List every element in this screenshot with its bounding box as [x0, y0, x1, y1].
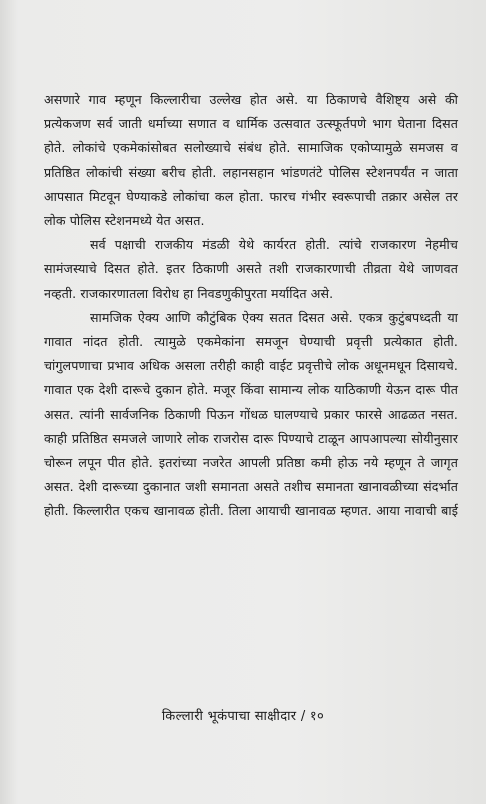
- body-text: [44, 88, 458, 524]
- page-footer: किल्लारी भूकंपाचा साक्षीदार / १०: [161, 709, 325, 724]
- paragraph-2: सर्व पक्षाची राजकीय मंडळी येथे कार्यरत होती. त्यांचे राजकारण नेहमीच सामंजस्याचे दिसत होते. इतर ठिकाणी असते तशी राजकारणाची तीव्रता येथे जाणवत नव्हती. राजकारणातला विरोध हा निवडणुकीपुरता मर्यादित असे.: [44, 237, 458, 301]
- paragraph-1: असणारे गाव म्हणून किल्लारीचा उल्लेख होत असे. या ठिकाणचे वैशिष्ट्य असे की प्रत्येकजण सर्व जाती धर्माच्या सणात व धार्मिक उत्सवात उत्स्फूर्तपणे भाग घेताना दिसत होते. लोकांचे एकमेकांसोबत सलोख्याचे संबंध होते. सामाजिक एकोप्यामुळे समजस व प्रतिष्ठित लोकांची संख्या बरीच होती. लहानसहान भांडणतंटे पोलिस स्टेशनपर्यंत न जाता आपसात मिटवून घेण्याकडे लोकांचा कल होता. फारच गंभीर स्वरूपाची तक्रार असेल तर लोक पोलिस स्टेशनमध्ये येत असत.: [44, 92, 458, 229]
- paragraph-3: सामजिक ऐक्य आणि कौटुंबिक ऐक्य सतत दिसत असे. एकत्र कुटुंबपध्दती या गावात नांदत होती. त्यामुळे एकमेकांना समजून घेण्याची प्रवृत्ती प्रत्येकात होती. चांगुलपणाचा प्रभाव अधिक असला तरीही काही वाईट प्रवृत्तीचे लोक अधूनमधून दिसायचे. गावात एक देशी दारूचे दुकान होते. मजूर किंवा सामान्य लोक याठिकाणी येऊन दारू पीत असत. त्यांनी सार्वजनिक ठिकाणी पिऊन गोंधळ घालण्याचे प्रकार फारसे आढळत नसत. काही प्रतिष्ठित समजले जाणारे लोक राजरोस दारू पिण्याचे टाळून आपआपल्या सोयीनुसार चोरून लपून पीत होते. इतरांच्या नजरेत आपली प्रतिष्ठा कमी होऊ नये म्हणून ते जागृत असत. देशी दारूच्या दुकानात जशी समानता असते तशीच समानता खानावळीच्या संदर्भात होती. किल्लारीत एकच खानावळ होती. तिला आयाची खानावळ म्हणत. आया नावाची बाई: [44, 309, 458, 519]
